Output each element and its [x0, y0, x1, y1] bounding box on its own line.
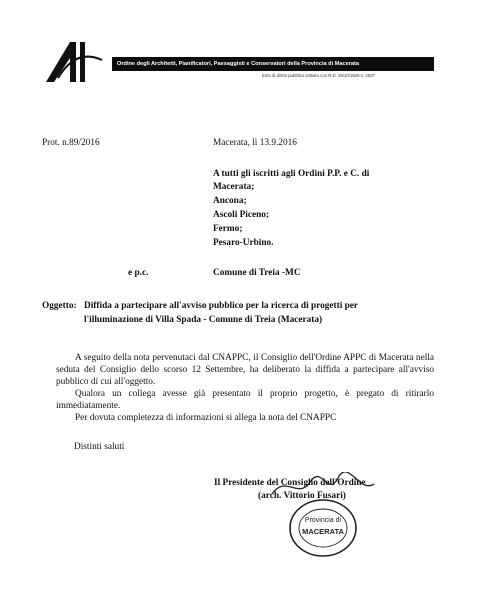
- recipient-line: Pesaro-Urbino.: [213, 238, 274, 248]
- signer-title: Il Presidente del Consiglio dell'Ordine: [214, 478, 366, 488]
- stamp-line-1: Provincia di: [304, 517, 342, 524]
- protocol-number: Prot. n.89/2016: [42, 138, 100, 148]
- recipient-line: Ascoli Piceno;: [213, 210, 270, 220]
- subject-label: Oggetto:: [42, 301, 77, 311]
- recipient-line: Ancona;: [213, 196, 247, 206]
- legal-note: Ente di diritto pubblico istituito con R.D. 25/10/1925 n. 2537: [262, 73, 375, 78]
- org-name-banner: Ordine degli Architetti, Pianificatori, Paesaggisti e Conservatori della Provincia di Macerata: [112, 57, 434, 71]
- architects-order-logo: [40, 38, 112, 82]
- recipient-line: A tutti gli iscritti agli Ordini P.P. e C. di: [213, 169, 370, 179]
- subject-line-2: l'illuminazione di Villa Spada - Comune di Treia (Macerata): [84, 315, 323, 325]
- subject-line-1: Diffida a partecipare all'avviso pubblico per la ricerca di progetti per: [84, 301, 359, 311]
- stamp-line-2: MACERATA: [302, 527, 344, 536]
- place-date: Macerata, lì 13.9.2016: [213, 138, 297, 148]
- official-stamp: [286, 496, 360, 560]
- cc-recipient: Comune di Treia -MC: [213, 268, 301, 278]
- body-paragraph: Qualora un collega avesse già presentato il proprio progetto, è pregato di ritirarlo immediatamente.: [56, 389, 434, 411]
- greeting: Distinti saluti: [74, 442, 125, 452]
- recipient-line: Macerata;: [213, 182, 255, 192]
- cc-label: e p.c.: [128, 268, 149, 278]
- body-paragraph: A seguito della nota pervenutaci dal CNAPPC, il Consiglio dell'Ordine APPC di Macerata nella seduta del Consiglio dello scorso 12 Settembre, ha deliberato la diffida a partecipare all'avviso pubblico di cui all'oggetto.: [56, 353, 434, 387]
- letter-body: [56, 352, 434, 424]
- body-paragraph: Per dovuta completezza di informazioni si allega la nota del CNAPPC: [75, 413, 337, 423]
- recipient-line: Fermo;: [213, 224, 243, 234]
- signer-name: (arch. Vittorio Fusari): [258, 491, 346, 501]
